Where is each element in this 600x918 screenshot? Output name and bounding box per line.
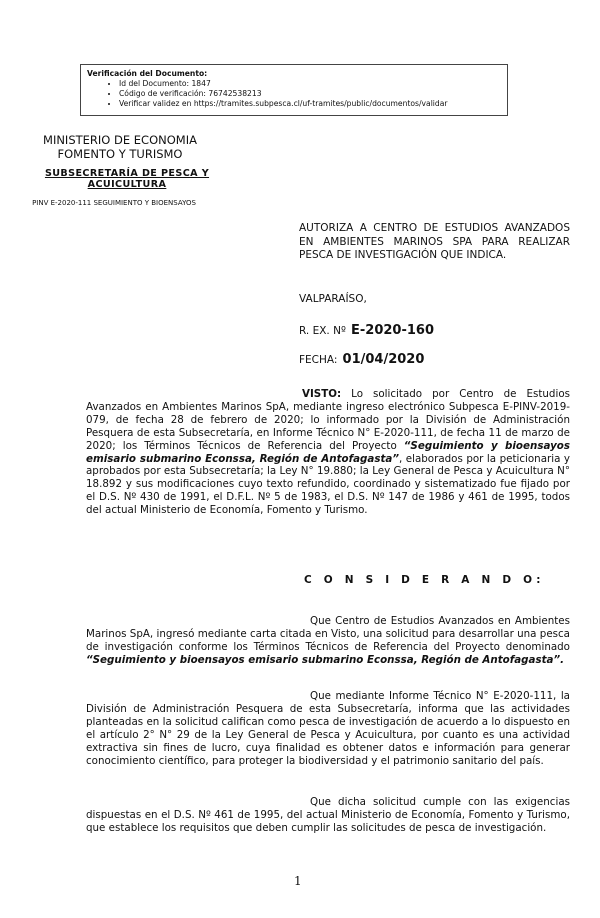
resolution-date-line <box>299 348 424 367</box>
date-label: FECHA: <box>299 354 338 366</box>
considerando-heading: C O N S I D E R A N D O: <box>304 574 545 586</box>
resolution-summary: AUTORIZA A CENTRO DE ESTUDIOS AVANZADOS EN AMBIENTES MARINOS SPA PARA REALIZAR PESCA DE INVESTIGACIÓN QUE INDICA. <box>299 222 570 261</box>
verification-url[interactable]: • Verificar validez en https://tramites.subpesca.cl/uf-tramites/public/documentos/validar <box>119 99 501 109</box>
verification-list <box>87 79 501 109</box>
page-number: 1 <box>294 874 302 888</box>
rex-label: R. EX. Nº <box>299 325 346 337</box>
considerando-paragraph-3: Que dicha solicitud cumple con las exigencias dispuestas en el D.S. Nº 461 de 1995, del actual Ministerio de Economía, Fomento y Turismo, que establece los requisitos que deben cumplir las solicitudes de pesca de investigación. <box>86 796 570 834</box>
considerando-paragraph-2: Que mediante Informe Técnico N° E-2020-111, la División de Administración Pesquera de esta Subsecretaría, informa que las actividades planteadas en la solicitud califican como pesca de investigación de acuerdo a lo dispuesto en el artículo 2° N° 29 de la Ley General de Pesca y Acuicultura, por cuanto es una actividad extractiva sin fines de lucro, cuya finalidad es obtener datos e información para generar conocimiento científico, para proteger la biodiversidad y el patrimonio sanitario del país. <box>86 690 570 767</box>
ministry-name <box>20 133 220 161</box>
ministry-line-1: MINISTERIO DE ECONOMIA <box>43 133 197 147</box>
verification-box <box>80 64 508 116</box>
resolution-number-line <box>299 319 434 338</box>
pinv-reference: PINV E-2020-111 SEGUIMIENTO Y BIOENSAYOS <box>32 199 196 207</box>
subsecretaria-name: SUBSECRETARÍA DE PESCA Y ACUICULTURA <box>44 168 210 190</box>
rex-number: E-2020-160 <box>351 323 434 338</box>
ministry-line-2: FOMENTO Y TURISMO <box>57 147 183 161</box>
visto-text-1: Lo solicitado por Centro de Estudios Avanzados en Ambientes Marinos SpA, mediante ingreso electrónico Subpesca E-PINV-2019-079, de fecha 28 de febrero de 2020; lo informado por la División de Administración Pesquera de esta Subsecretaría, en Informe Técnico N° E-2020-111, de fecha 11 de marzo de 2020; los Términos Técnicos de Referencia del Proyecto <box>86 388 570 452</box>
visto-label: VISTO: <box>302 388 342 400</box>
verification-id: • Id del Documento: 1847 <box>119 79 501 89</box>
visto-paragraph <box>86 388 570 517</box>
verification-code: • Código de verificación: 76742538213 <box>119 89 501 99</box>
considerando-1-text: Que Centro de Estudios Avanzados en Ambientes Marinos SpA, ingresó mediante carta citada en Visto, una solicitud para desarrollar una pesca de investigación conforme los Términos Técnicos de Referencia del Proyecto denominado <box>86 615 570 653</box>
city: VALPARAÍSO, <box>299 293 367 305</box>
visto-text-2: , elaborados por la peticionaria y aprobados por esta Subsecretaría; la Ley N° 19.880; la Ley General de Pesca y Acuicultura N° 18.892 y sus modificaciones cuyo texto refundido, coordinado y sistematizado fue fijado por el D.S. Nº 430 de 1991, el D.F.L. Nº 5 de 1983, el D.S. Nº 147 de 1986 y 461 de 1995, todos del actual Ministerio de Economía, Fomento y Turismo. <box>86 452 571 517</box>
considerando-paragraph-1 <box>86 615 570 667</box>
verification-title: Verificación del Documento: <box>87 69 208 78</box>
considerando-1-project: “Seguimiento y bioensayos emisario submarino Econssa, Región de Antofagasta”. <box>86 653 565 666</box>
visto-project: “Seguimiento y bioensayos emisario submarino Econssa, Región de Antofagasta” <box>86 439 570 465</box>
resolution-date: 01/04/2020 <box>342 352 425 367</box>
